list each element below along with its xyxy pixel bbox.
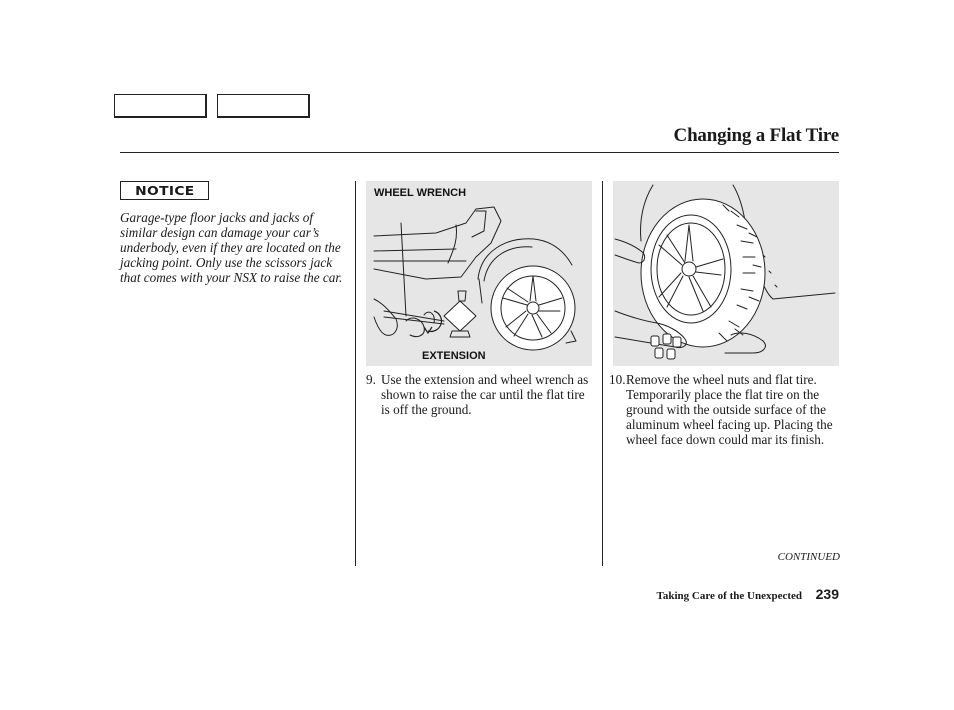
wheel-removal-drawing: [613, 181, 839, 366]
notice-text: Garage-type floor jacks and jacks of similar design can damage your car’s underbody, even if they are located on the jacking point. Only use the scissors jack that comes with your NSX to raise the car.: [120, 210, 343, 285]
jack-illustration: [366, 181, 592, 366]
nav-back-button[interactable]: [114, 94, 207, 118]
column-divider: [602, 181, 603, 566]
step-number: 10.: [609, 372, 626, 387]
step-text: Remove the wheel nuts and flat tire. Temporarily place the flat tire on the ground with the outside surface of the aluminum wheel facing up. Placing the wheel face down could mar its finish.: [626, 372, 833, 447]
step-number: 9.: [366, 372, 376, 387]
continued-label: CONTINUED: [777, 551, 840, 563]
wheel-removal-illustration: [613, 181, 839, 366]
title-divider: [120, 152, 839, 153]
step-10: [609, 372, 841, 447]
nav-forward-button[interactable]: [217, 94, 310, 118]
section-title: Taking Care of the Unexpected: [656, 590, 802, 602]
step-9: [366, 372, 592, 417]
notice-badge-label: NOTICE: [134, 183, 195, 198]
column-divider: [355, 181, 356, 566]
step-text: Use the extension and wheel wrench as shown to raise the car until the flat tire is off the ground.: [381, 372, 589, 417]
jack-drawing: [366, 181, 592, 366]
extension-label: EXTENSION: [422, 350, 486, 362]
notice-badge: [120, 181, 209, 200]
page-number: 239: [815, 586, 839, 602]
page-title: Changing a Flat Tire: [673, 125, 839, 146]
wheel-wrench-label: WHEEL WRENCH: [374, 187, 467, 199]
